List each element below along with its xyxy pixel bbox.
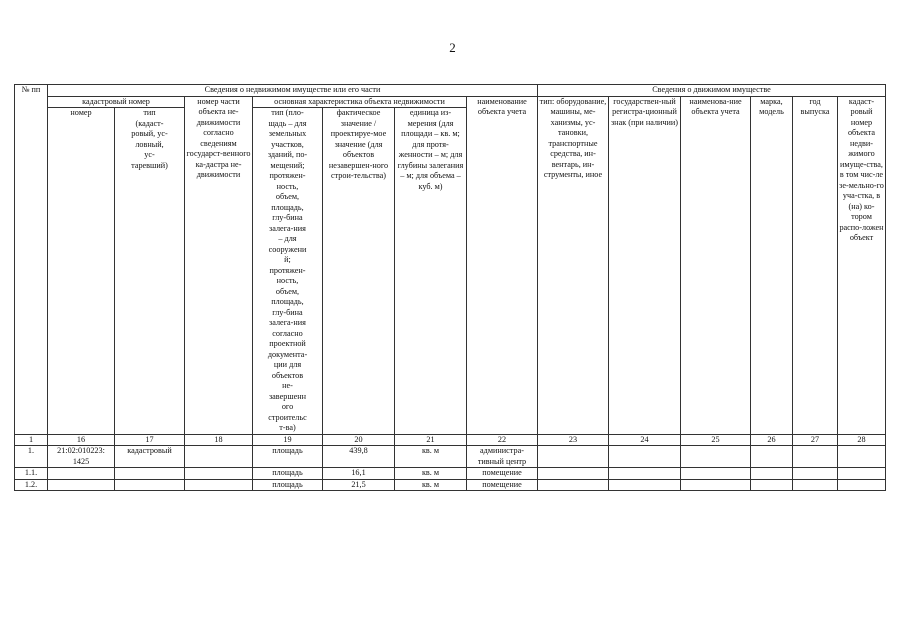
- row-value: 21,5: [323, 479, 395, 491]
- property-register-table: [14, 84, 886, 491]
- col-num: 21: [395, 434, 467, 446]
- row-empty-cell: [793, 479, 838, 491]
- row-empty-cell: [538, 479, 609, 491]
- header-row-2: [15, 96, 886, 108]
- col-num: 19: [253, 434, 323, 446]
- row-empty-cell: [609, 468, 681, 480]
- row-empty-cell: [838, 468, 886, 480]
- col-num: 26: [751, 434, 793, 446]
- row-empty-cell: [751, 468, 793, 480]
- col-num: 23: [538, 434, 609, 446]
- row-no: 1.2.: [15, 479, 48, 491]
- column-numbers-row: [15, 434, 886, 446]
- row-char-type: площадь: [253, 468, 323, 480]
- header-cadastral-number: кадастровый номер: [48, 96, 185, 108]
- header-type-cad: тип (кадаст-ровый, ус-ловный, ус-таревший): [115, 108, 185, 435]
- col-num: 18: [185, 434, 253, 446]
- row-unit: кв. м: [395, 479, 467, 491]
- header-part-number: номер части объекта не-движимости согласно сведениям государст-венного ка-дастра не-движимости: [185, 96, 253, 434]
- row-empty-cell: [681, 468, 751, 480]
- row-object-name: помещение: [467, 479, 538, 491]
- table-row: [15, 446, 886, 468]
- col-num: 1: [15, 434, 48, 446]
- row-empty-cell: [609, 446, 681, 468]
- row-empty-cell: [609, 479, 681, 491]
- header-realty-group: Сведения о недвижимом имуществе или его части: [48, 85, 538, 97]
- row-unit: кв. м: [395, 446, 467, 468]
- row-value: 16,1: [323, 468, 395, 480]
- header-char-type: тип (пло-щадь – для земельных участков, зданий, по-мещений; протяжен-ность, объем, площадь, глу-бина залега-ния – для сооружений; протяжен-ность, объем, площадь, глу-бина залега-ния согласно проектной документа-ции для объектов не-завершенного строительст-ва): [253, 108, 323, 435]
- col-num: 25: [681, 434, 751, 446]
- header-movable-group: Сведения о движимом имуществе: [538, 85, 886, 97]
- row-unit: кв. м: [395, 468, 467, 480]
- row-empty-cell: [538, 468, 609, 480]
- row-cadastral-number: [48, 479, 115, 491]
- page-number: 2: [449, 40, 456, 55]
- header-state-reg-sign: государствен-ный регистра-ционный знак (при наличии): [609, 96, 681, 434]
- header-row-1: [15, 85, 886, 97]
- row-empty-cell: [681, 479, 751, 491]
- header-actual-value: фактическое значение / проектируе-мое значение (для объектов незавершен-ного строи-тельства): [323, 108, 395, 435]
- row-empty-cell: [538, 446, 609, 468]
- col-num: 16: [48, 434, 115, 446]
- table-row: [15, 468, 886, 480]
- header-unit: единица из-мерения (для площади – кв. м; для протя-женности – м; для глубины залегания – м; для объема – куб. м): [395, 108, 467, 435]
- row-cadastral-type: [115, 468, 185, 480]
- table-row: [15, 479, 886, 491]
- header-accounting-object-name: наименование объекта учета: [467, 96, 538, 434]
- row-part-number: [185, 446, 253, 468]
- row-empty-cell: [793, 468, 838, 480]
- row-empty-cell: [838, 479, 886, 491]
- col-num: 20: [323, 434, 395, 446]
- row-value: 439,8: [323, 446, 395, 468]
- row-cadastral-type: [115, 479, 185, 491]
- row-char-type: площадь: [253, 446, 323, 468]
- row-empty-cell: [793, 446, 838, 468]
- header-number: номер: [48, 108, 115, 435]
- col-num: 17: [115, 434, 185, 446]
- row-cadastral-number: [48, 468, 115, 480]
- row-empty-cell: [751, 446, 793, 468]
- header-main-characteristic: основная характеристика объекта недвижимости: [253, 96, 467, 108]
- row-no: 1.1.: [15, 468, 48, 480]
- col-num: 28: [838, 434, 886, 446]
- header-brand-model: марка, модель: [751, 96, 793, 434]
- col-num: 27: [793, 434, 838, 446]
- row-empty-cell: [751, 479, 793, 491]
- row-cadastral-number: 21:02:010223: 1425: [48, 446, 115, 468]
- row-no: 1.: [15, 446, 48, 468]
- header-movable-name: наименова-ние объекта учета: [681, 96, 751, 434]
- row-cadastral-type: кадастровый: [115, 446, 185, 468]
- row-char-type: площадь: [253, 479, 323, 491]
- row-empty-cell: [681, 446, 751, 468]
- header-cad-number-land: кадаст-ровый номер объекта недви-жимого имуще-ства, в том чис-ле зе-мельно-го уча-стка, в (на) ко-тором распо-ложен объект: [838, 96, 886, 434]
- col-num: 22: [467, 434, 538, 446]
- header-no: № пп: [15, 85, 48, 435]
- col-num: 24: [609, 434, 681, 446]
- header-year: год выпуска: [793, 96, 838, 434]
- row-object-name: помещение: [467, 468, 538, 480]
- row-empty-cell: [838, 446, 886, 468]
- row-part-number: [185, 479, 253, 491]
- row-object-name: администра-тивный центр: [467, 446, 538, 468]
- header-movable-type: тип: оборудование, машины, ме-ханизмы, ус-тановки, транспортные средства, ин-вентарь, ин-струменты, иное: [538, 96, 609, 434]
- row-part-number: [185, 468, 253, 480]
